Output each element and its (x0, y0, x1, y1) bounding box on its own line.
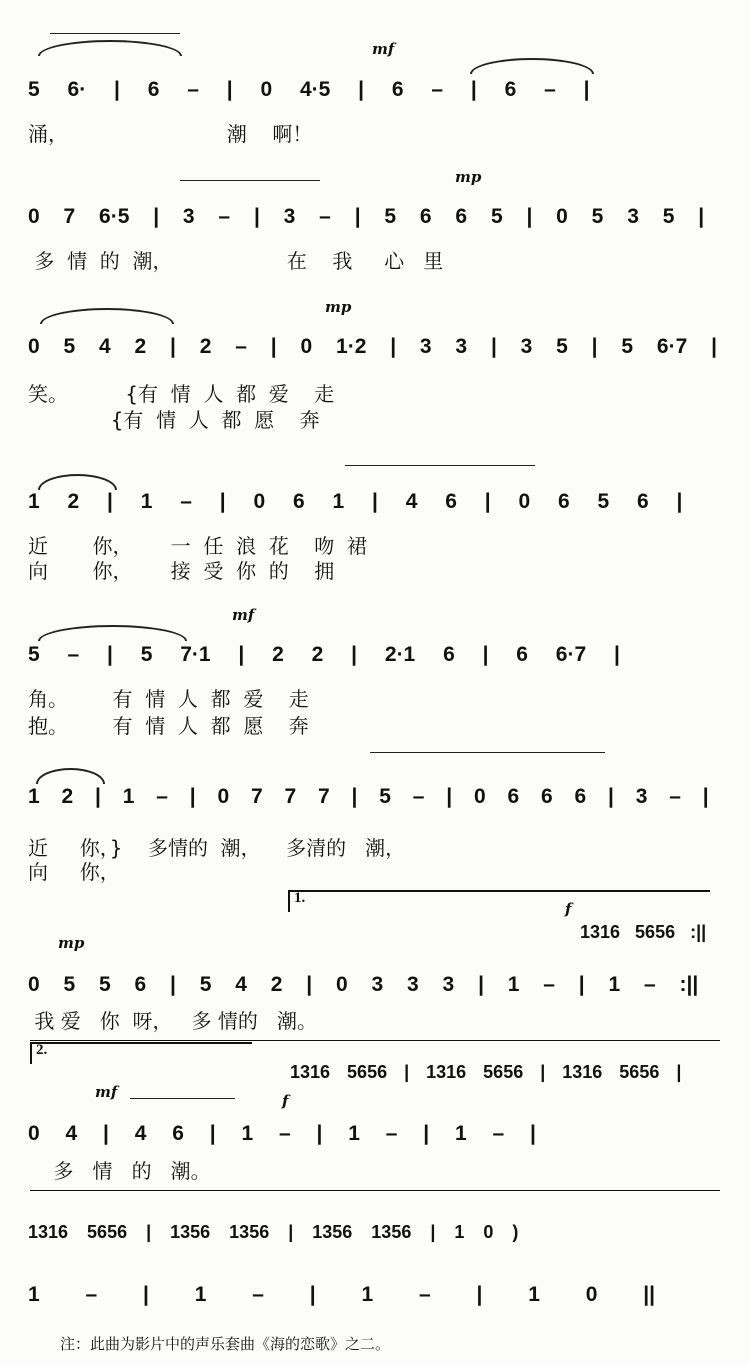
lyric-line: 多 情 的 潮， 在 我 心 里 (28, 249, 444, 273)
staff-line: 5 – | 5 7·1 | 2 2 | 2·1 6 | 6 6·7 | (28, 643, 620, 666)
crescendo-hairpin (180, 180, 320, 181)
crescendo-hairpin (370, 752, 605, 753)
second-ending-bracket (30, 1042, 252, 1064)
staff-line: 5 6· | 6 – | 0 4·5 | 6 – | 6 – | (28, 78, 590, 101)
lyric-line: 向 你， (28, 860, 120, 884)
staff-line: 0 5 5 6 | 5 4 2 | 0 3 3 3 | 1 – | 1 – :|| (28, 973, 699, 996)
staff-line: 1 2 | 1 – | 0 6 1 | 4 6 | 0 6 5 6 | (28, 490, 683, 513)
lyric-line: 近 你，} 多情的 潮， 多清的 潮， (28, 836, 406, 860)
lyric-line: 我 爱 你 呀， 多 情的 潮。 (28, 1009, 318, 1033)
lyric-line: 多 情 的 潮。 (28, 1159, 211, 1183)
staff-line: 0 4 | 4 6 | 1 – | 1 – | 1 – | (28, 1122, 536, 1145)
slur (38, 474, 117, 490)
footnote: 注：此曲为影片中的声乐套曲《海的恋歌》之二。 (60, 1335, 391, 1353)
volta-label: 1. (294, 890, 306, 906)
dynamic-mark: mp (455, 168, 482, 186)
volta-label: 2. (36, 1042, 48, 1058)
upper-staff: 1316 5656 :|| (580, 922, 707, 942)
tie (38, 40, 182, 56)
dynamic-mark: f (282, 1092, 289, 1110)
dynamic-mark: f (565, 900, 572, 918)
lyric-line: 抱。 有 情 人 都 愿 奔 (28, 714, 309, 738)
crescendo-hairpin (130, 1098, 235, 1099)
staff-line: 0 5 4 2 | 2 – | 0 1·2 | 3 3 | 3 5 | 5 6·7 | (28, 335, 717, 358)
lyric-line: 向 你， 接 受 你 的 拥 (28, 559, 335, 583)
decrescendo-hairpin (50, 33, 180, 34)
divider (30, 1040, 720, 1041)
upper-staff: 1316 5656 | 1316 5656 | 1316 5656 | (290, 1062, 682, 1082)
dynamic-mark: mp (58, 934, 85, 952)
staff-line: 1 2 | 1 – | 0 7 7 7 | 5 – | 0 6 6 6 | 3 – | (28, 785, 709, 808)
dynamic-mark: mf (372, 40, 395, 58)
upper-staff: 1316 5656 | 1356 1356 | 1356 1356 | 1 0 ) (28, 1222, 519, 1242)
slur (40, 308, 174, 324)
first-ending-bracket (288, 890, 710, 912)
dynamic-mark: mf (95, 1083, 118, 1101)
staff-line: 1 – | 1 – | 1 – | 1 0 || (28, 1283, 655, 1306)
slur (470, 58, 594, 74)
dynamic-mark: mf (232, 606, 255, 624)
lyric-line: {有 情 人 都 愿 奔 (28, 408, 320, 432)
tie (38, 625, 187, 641)
slur (36, 768, 105, 784)
lyric-line: 角。 有 情 人 都 爱 走 (28, 687, 309, 711)
lyric-line: 笑。 {有 情 人 都 爱 走 (28, 382, 335, 406)
lyric-line: 近 你， 一 任 浪 花 吻 裙 (28, 534, 367, 558)
dynamic-mark: mp (325, 298, 352, 316)
divider (30, 1190, 720, 1191)
crescendo-hairpin (345, 465, 535, 466)
staff-line: 0 7 6·5 | 3 – | 3 – | 5 6 6 5 | 0 5 3 5 | (28, 205, 705, 228)
lyric-line: 涌， 潮 啊！ (28, 122, 313, 146)
